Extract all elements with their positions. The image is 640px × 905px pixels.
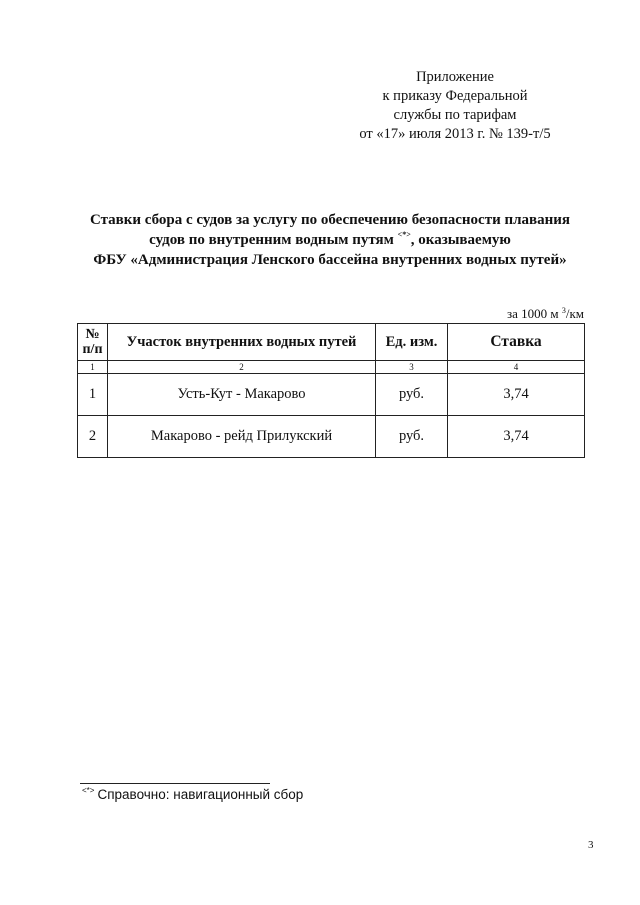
units-prefix: за 1000 м	[506, 306, 562, 321]
row-number: 2	[78, 416, 108, 458]
footnote-mark-ref: <*>	[397, 230, 411, 239]
agency-name: службы по тарифам	[393, 107, 517, 123]
header-unit: Ед. изм.	[376, 324, 448, 361]
row-number: 1	[78, 374, 108, 416]
header-number-abbr: п/п	[82, 342, 103, 357]
column-number-row	[78, 361, 585, 374]
row-segment: Усть-Кут - Макарово	[108, 374, 376, 416]
row-unit: руб.	[376, 374, 448, 416]
column-number: 4	[448, 361, 585, 374]
title-line-1: Ставки сбора с судов за услугу по обеспечению безопасности плавания	[89, 212, 571, 228]
table-row	[78, 416, 585, 458]
column-number: 2	[108, 361, 376, 374]
header-segment: Участок внутренних водных путей	[108, 324, 376, 361]
table-row	[78, 374, 585, 416]
footnote-mark: <*>	[82, 786, 95, 795]
page-number: 3	[588, 839, 594, 851]
table-header-row	[78, 324, 585, 361]
order-reference: к приказу Федеральной	[382, 88, 528, 104]
title-line-3: ФБУ «Администрация Ленского бассейна внутренних водных путей»	[93, 252, 567, 268]
order-date-number: от «17» июля 2013 г. № 139-т/5	[359, 126, 551, 142]
appendix-label: Приложение	[416, 69, 494, 85]
title-line-2-text: судов по внутренним водным путям	[149, 232, 398, 248]
document-title	[40, 210, 620, 270]
title-line-2-tail: , оказываемую	[410, 232, 511, 248]
rates-table	[77, 323, 585, 458]
footnote-text: Справочно: навигационный сбор	[97, 787, 304, 802]
units-exponent: 3	[561, 306, 566, 315]
row-unit: руб.	[376, 416, 448, 458]
appendix-header	[300, 68, 610, 144]
row-segment: Макарово - рейд Прилукский	[108, 416, 376, 458]
header-number	[78, 324, 108, 361]
footnote-divider	[80, 783, 270, 784]
header-number-sign: №	[85, 327, 100, 342]
units-label	[460, 306, 584, 322]
column-number: 1	[78, 361, 108, 374]
row-rate: 3,74	[448, 374, 585, 416]
footnote	[82, 787, 303, 802]
column-number: 3	[376, 361, 448, 374]
row-rate: 3,74	[448, 416, 585, 458]
units-suffix: /км	[565, 306, 584, 321]
title-line-2	[40, 230, 620, 250]
header-rate: Ставка	[448, 324, 585, 361]
